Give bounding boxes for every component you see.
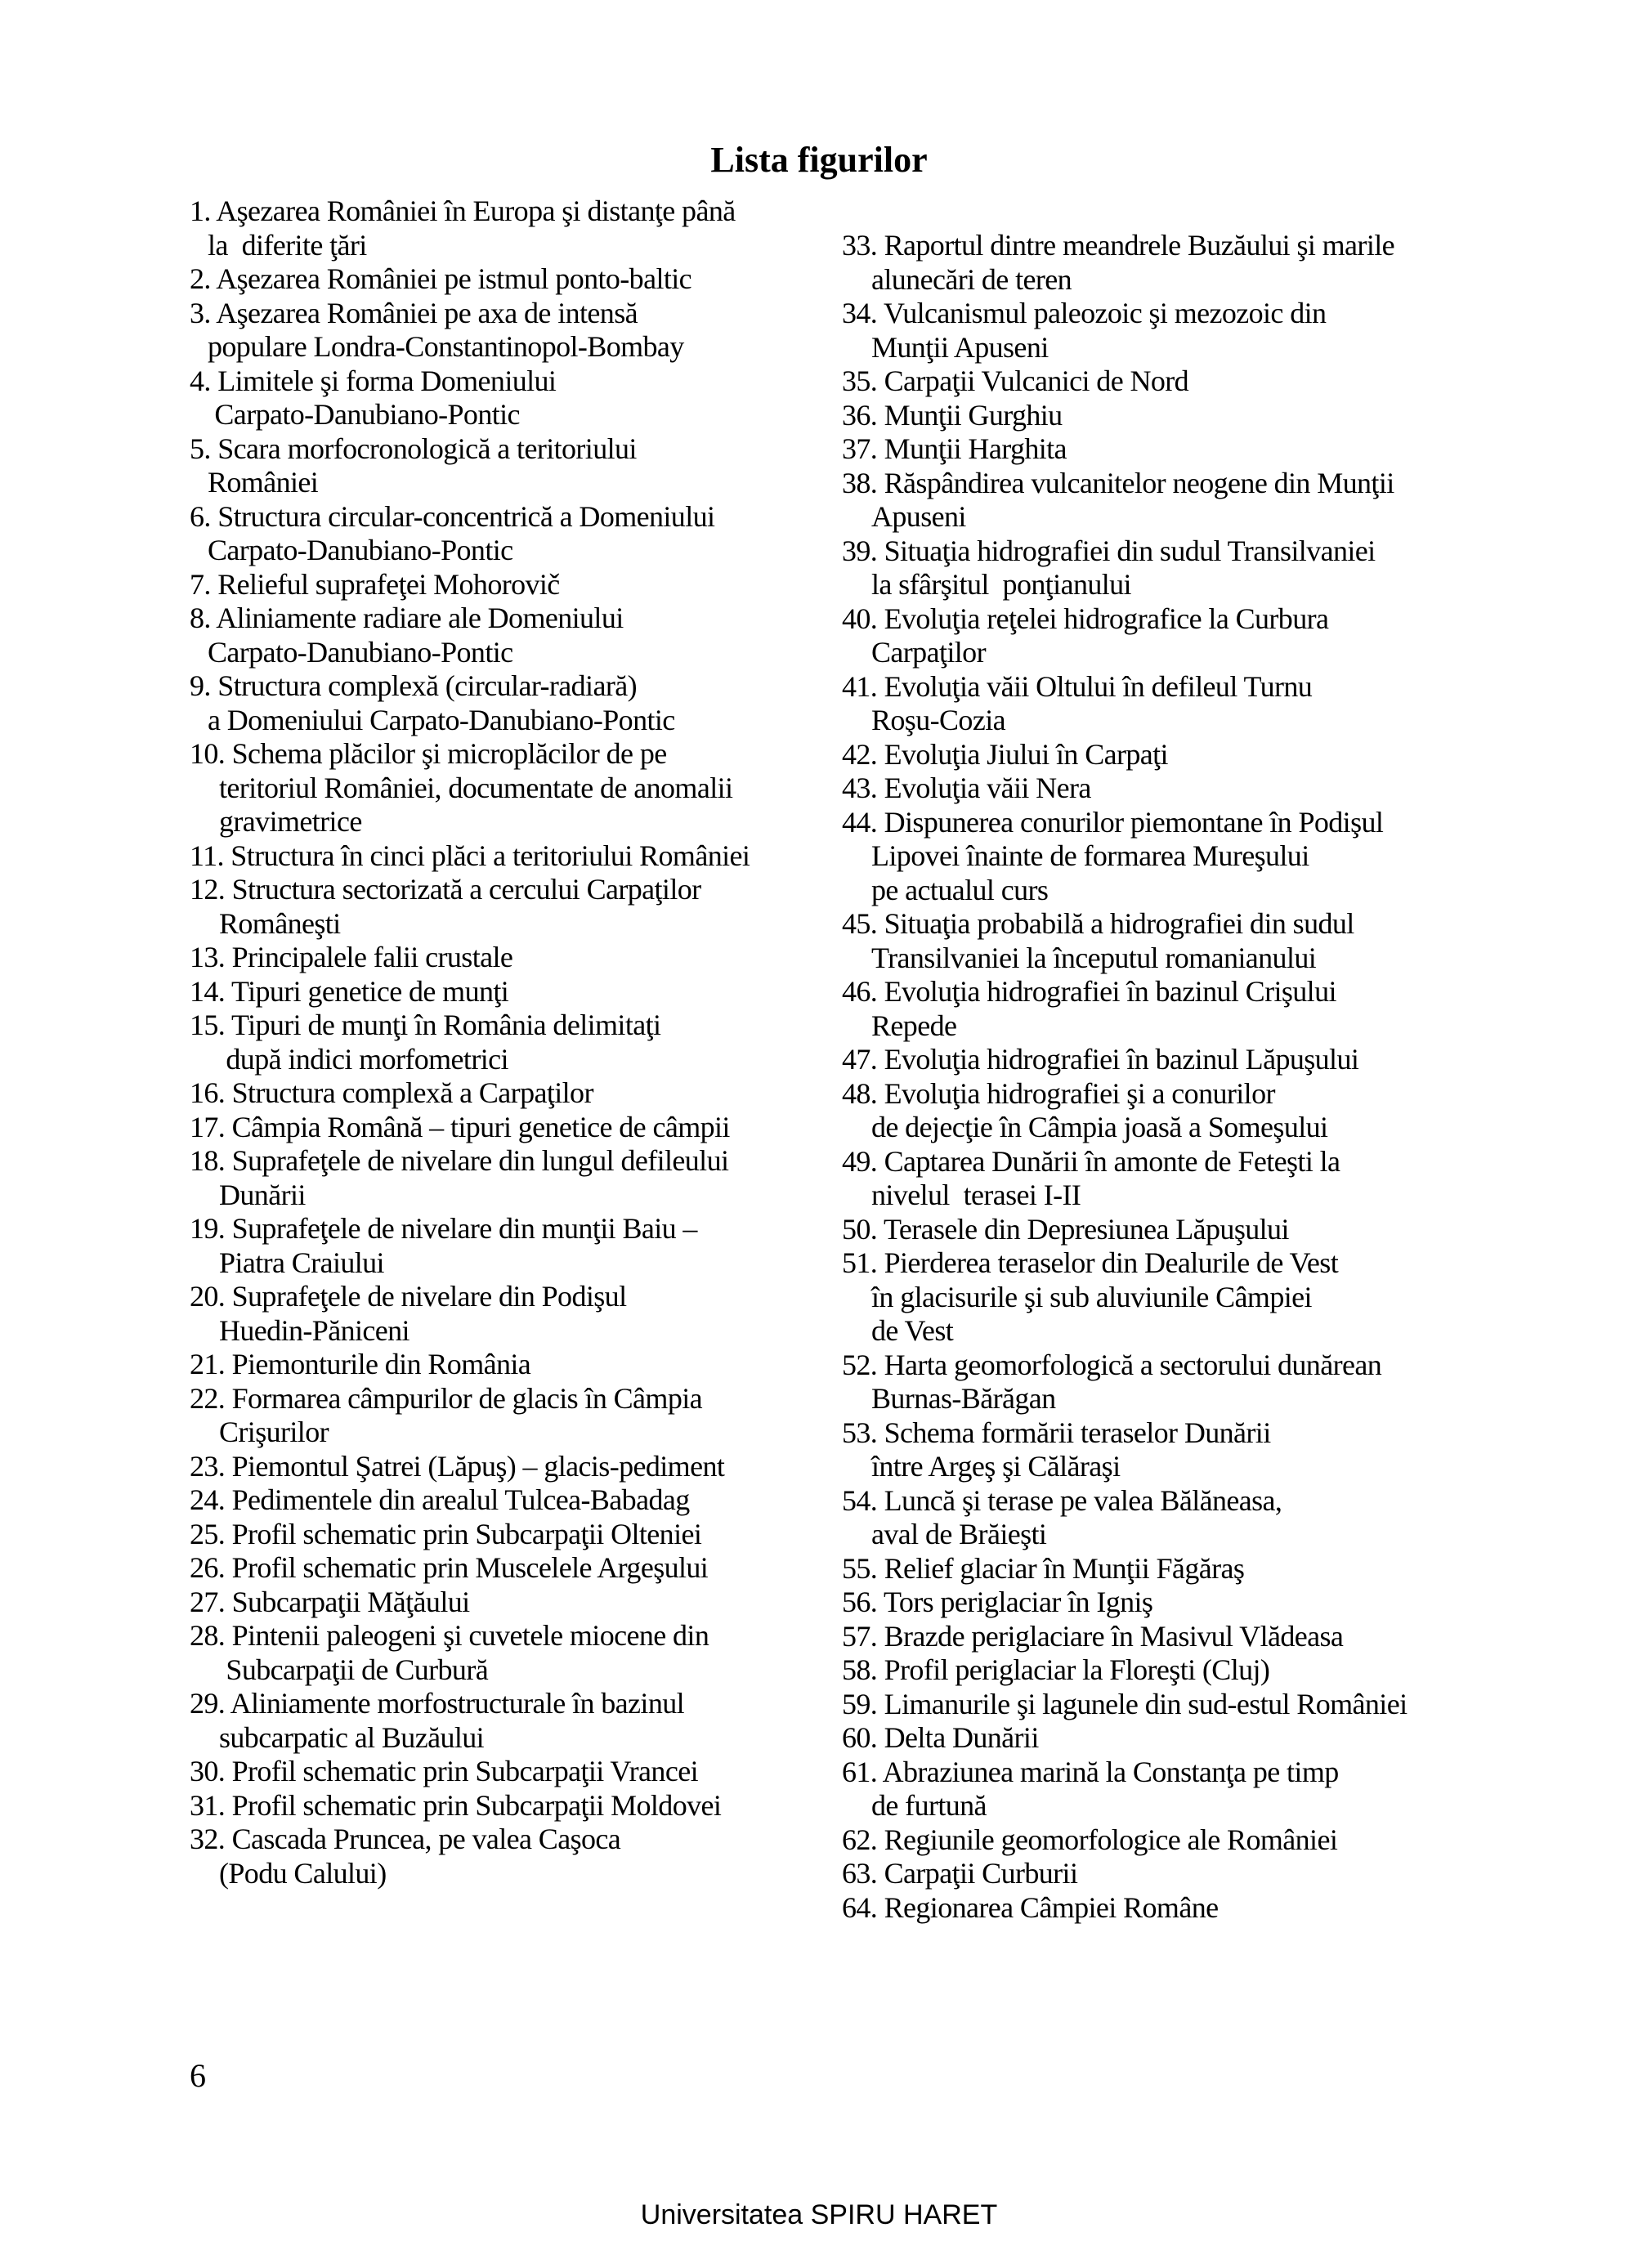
figure-number: 36. [842, 398, 878, 432]
figure-caption: Principalele falii crustale [231, 941, 513, 973]
figure-number: 16. [190, 1076, 226, 1109]
figure-number: 64. [842, 1890, 878, 1924]
figure-number: 22. [190, 1381, 226, 1415]
figure-caption-continuation: Burnas-Bărăgan [871, 1382, 1056, 1415]
figure-caption-continuation: Crişurilor [219, 1416, 329, 1448]
figure-number: 3. [190, 296, 211, 329]
figure-number: 26. [190, 1551, 226, 1584]
figure-caption-continuation: Carpato-Danubiano-Pontic [208, 534, 513, 566]
figure-caption: Aliniamente radiare ale Domeniului [216, 602, 624, 634]
figure-caption-continuation: subcarpatic al Buzăului [219, 1720, 485, 1754]
figure-caption-continuation: aval de Brăieşti [871, 1518, 1047, 1550]
figure-number: 7. [190, 567, 211, 601]
figure-caption-continuation: pe actualul curs [871, 873, 1049, 906]
figure-caption: Terasele din Depresiunea Lăpuşului [883, 1212, 1289, 1246]
figure-list-item [190, 568, 835, 602]
figure-caption: Piemontul Şatrei (Lăpuş) – glacis-pediment [231, 1449, 725, 1483]
figure-number: 20. [190, 1280, 226, 1313]
figure-list-item [190, 1823, 835, 1890]
footer-publisher: Universitatea SPIRU HARET [640, 2199, 998, 2230]
figure-list-item [842, 365, 1463, 399]
figure-caption-continuation: (Podu Calului) [219, 1856, 387, 1890]
figure-caption: Evoluţia hidrografiei în bazinul Crişului [884, 975, 1336, 1008]
figure-caption: Suprafeţele de nivelare din lungul defileului [231, 1144, 729, 1177]
figure-number: 54. [842, 1483, 878, 1517]
figure-number: 11. [190, 839, 224, 872]
figure-caption-continuation: nivelul terasei I-II [871, 1179, 1081, 1211]
figure-list-item [190, 873, 835, 941]
figure-number: 5. [190, 432, 211, 465]
figure-number: 29. [190, 1687, 226, 1720]
figure-caption: Cascada Pruncea, pe valea Caşoca [231, 1823, 621, 1855]
figure-caption: Abraziunea marină la Constanţa pe timp [882, 1755, 1339, 1788]
figure-caption: Schema plăcilor şi microplăcilor de pe [231, 737, 667, 770]
figure-number: 27. [190, 1585, 226, 1618]
figure-caption: Structura sectorizată a cercului Carpaţilor [231, 873, 701, 906]
figure-caption-continuation: Repede [871, 1009, 957, 1042]
figure-number: 2. [190, 262, 211, 295]
figure-number: 56. [842, 1586, 878, 1618]
figure-list-item [190, 839, 835, 874]
figure-list-item [190, 1009, 835, 1076]
figure-list-item [190, 737, 835, 839]
figure-list-item [842, 1688, 1463, 1722]
figure-caption: Aşezarea României pe istmul ponto-baltic [216, 262, 692, 295]
figure-caption: Evoluţia Jiului în Carpaţi [884, 737, 1168, 771]
figure-list-item [842, 1552, 1463, 1586]
figure-number: 9. [190, 669, 211, 702]
figure-list-item [190, 1483, 835, 1518]
figure-number: 45. [842, 907, 878, 940]
figure-caption: Limanurile şi lagunele din sud-estul României [884, 1687, 1408, 1720]
page-title: Lista figurilor [710, 140, 928, 180]
figure-number: 42. [842, 737, 878, 771]
figure-list-item [842, 1246, 1463, 1349]
figure-list-item [842, 399, 1463, 433]
figure-caption: Brazde periglaciare în Masivul Vlădeasa [884, 1619, 1344, 1653]
figure-number: 62. [842, 1823, 878, 1856]
figure-number: 59. [842, 1687, 878, 1720]
figure-number: 63. [842, 1857, 878, 1890]
figure-caption: Câmpia Română – tipuri genetice de câmpii [231, 1110, 730, 1143]
figure-list-item [842, 1077, 1463, 1145]
figure-number: 50. [842, 1212, 878, 1246]
figure-number: 4. [190, 364, 211, 397]
figure-list-item [190, 1280, 835, 1348]
figure-caption: Structura complexă a Carpaţilor [231, 1076, 593, 1109]
figure-caption: Structura complexă (circular-radiară) [217, 669, 637, 702]
figure-list-item [190, 1755, 835, 1789]
figure-caption-continuation: Dunării [219, 1178, 306, 1211]
figure-number: 10. [190, 737, 226, 770]
figure-caption: Limitele şi forma Domeniului [217, 364, 557, 397]
figure-list-item [842, 535, 1463, 602]
figure-caption: Piemonturile din România [231, 1348, 531, 1380]
figure-caption: Evoluţia văii Oltului în defileul Turnu [884, 669, 1313, 703]
figure-number: 21. [190, 1348, 226, 1380]
figure-caption-continuation: Lipovei înainte de formarea Mureşului [871, 839, 1309, 872]
figure-caption-continuation: Piatra Craiului [219, 1246, 384, 1279]
figure-list-item [842, 1620, 1463, 1654]
figure-number: 61. [842, 1755, 878, 1788]
figure-list-item [842, 670, 1463, 738]
figure-list-item [842, 1349, 1463, 1416]
figure-caption: Tipuri de munţi în România delimitaţi [230, 1009, 661, 1041]
figure-number: 25. [190, 1517, 226, 1550]
figure-list-item [190, 1586, 835, 1620]
figure-number: 39. [842, 534, 878, 567]
figure-caption-continuation: Carpato-Danubiano-Pontic [208, 635, 513, 669]
figure-list-item [842, 1586, 1463, 1620]
figure-caption-continuation: alunecări de teren [871, 262, 1072, 296]
figure-list-item [190, 1382, 835, 1450]
figure-caption: Carpaţii Vulcanici de Nord [884, 365, 1189, 397]
figure-caption: Subcarpaţii Măţăului [231, 1585, 470, 1618]
figure-list-item [842, 1145, 1463, 1213]
figure-caption: Profil periglaciar la Floreşti (Cluj) [884, 1653, 1270, 1686]
figure-list-item [190, 1551, 835, 1586]
figure-caption-continuation: populare Londra-Constantinopol-Bombay [208, 330, 684, 363]
figure-caption: Tipuri genetice de munţi [230, 974, 509, 1008]
figure-caption: Schema formării teraselor Dunării [884, 1416, 1271, 1449]
figure-list-item [190, 1144, 835, 1212]
figure-number: 31. [190, 1788, 226, 1822]
figure-number: 12. [190, 873, 226, 906]
figure-caption: Tors periglaciar în Igniş [883, 1586, 1153, 1618]
figure-caption: Profil schematic prin Subcarpaţii Olteniei [231, 1517, 702, 1550]
figure-list-item [190, 1619, 835, 1687]
figure-caption: Suprafeţele de nivelare din munţii Baiu – [231, 1212, 697, 1245]
figure-list-item [190, 941, 835, 975]
figure-number: 52. [842, 1348, 878, 1381]
figure-list-item [842, 229, 1463, 297]
figure-caption: Profil schematic prin Subcarpaţii Moldovei [231, 1788, 722, 1822]
figure-list-item [190, 1348, 835, 1382]
figure-caption: Munţii Harghita [884, 432, 1067, 465]
figure-caption-continuation: în glacisurile şi sub aluviunile Câmpiei [871, 1280, 1312, 1313]
figure-caption-continuation: gravimetrice [219, 805, 362, 838]
figure-caption: Structura în cinci plăci a teritoriului României [230, 839, 750, 872]
figure-list-item [190, 365, 835, 432]
figure-caption-continuation: Carpaţilor [871, 636, 986, 669]
figure-caption-continuation: la sfârşitul ponţianului [871, 568, 1131, 601]
figure-number: 1. [190, 195, 211, 227]
figure-number: 34. [842, 297, 878, 329]
figure-caption: Luncă şi terase pe valea Bălăneasa, [884, 1483, 1282, 1517]
figure-number: 14. [190, 974, 226, 1008]
figure-number: 23. [190, 1449, 226, 1483]
figure-number: 8. [190, 602, 211, 634]
figure-caption-continuation: Transilvaniei la începutul romanianului [871, 941, 1317, 974]
figure-list-item [190, 195, 835, 262]
figure-caption-continuation: Munţii Apuseni [871, 330, 1049, 364]
figure-list-item [842, 432, 1463, 467]
figure-list-item [190, 602, 835, 669]
figure-list-item [842, 602, 1463, 670]
figure-list-item [842, 1756, 1463, 1823]
figure-list-item [842, 1213, 1463, 1247]
figure-number: 41. [842, 669, 878, 703]
figure-caption-continuation: Carpato-Danubiano-Pontic [208, 398, 520, 431]
figure-caption: Evoluţia hidrografiei şi a conurilor [884, 1076, 1275, 1110]
figure-list-item [842, 975, 1463, 1043]
figure-number: 6. [190, 499, 211, 533]
figure-caption-continuation: Româneşti [219, 906, 341, 940]
figure-list-item [842, 1653, 1463, 1688]
figure-number: 43. [842, 772, 878, 804]
figure-caption: Situaţia hidrografiei din sudul Transilvaniei [884, 534, 1376, 567]
figure-caption: Munţii Gurghiu [884, 398, 1063, 432]
figure-caption: Pierderea teraselor din Dealurile de Vest [884, 1246, 1339, 1279]
figure-list-item [842, 1823, 1463, 1858]
figure-caption: Profil schematic prin Subcarpaţii Vrancei [231, 1755, 698, 1787]
figure-caption: Evoluţia reţelei hidrografice la Curbura [884, 602, 1329, 635]
figure-caption-continuation: de Vest [871, 1314, 954, 1347]
figure-list-item [842, 1891, 1463, 1926]
figure-caption: Captarea Dunării în amonte de Feteşti la [884, 1144, 1340, 1178]
figure-list-item [842, 1721, 1463, 1756]
figure-caption: Situaţia probabilă a hidrografiei din sudul [884, 907, 1354, 940]
figure-list-left-column [190, 195, 835, 1890]
figure-number: 48. [842, 1076, 878, 1110]
figure-caption: Evoluţia hidrografiei în bazinul Lăpuşului [884, 1043, 1359, 1076]
figure-caption-continuation: Subcarpaţii de Curbură [219, 1653, 489, 1686]
figure-list-item [842, 1857, 1463, 1891]
figure-number: 18. [190, 1144, 226, 1177]
figure-number: 49. [842, 1144, 878, 1178]
figure-list-right-column [842, 229, 1463, 1925]
figure-list-item [842, 1416, 1463, 1484]
figure-caption: Evoluţia văii Nera [884, 772, 1091, 804]
figure-list-item [842, 297, 1463, 365]
figure-caption-continuation: de dejecţie în Câmpia joasă a Someşului [871, 1111, 1328, 1143]
figure-caption: Carpaţii Curburii [884, 1857, 1078, 1890]
figure-caption-continuation: de furtună [871, 1789, 987, 1822]
figure-list-item [842, 772, 1463, 806]
figure-number: 40. [842, 602, 878, 635]
figure-number: 58. [842, 1653, 878, 1686]
figure-list-item [842, 907, 1463, 975]
figure-number: 55. [842, 1551, 878, 1585]
figure-caption: Profil schematic prin Muscelele Argeşului [231, 1551, 709, 1584]
figure-caption: Harta geomorfologică a sectorului dunărean [884, 1348, 1382, 1381]
figure-list-item [190, 1111, 835, 1145]
figure-list-item [842, 1484, 1463, 1552]
figure-caption-continuation: teritoriul României, documentate de anomalii [219, 771, 733, 804]
figure-list-item [190, 500, 835, 568]
figure-list-item [842, 1043, 1463, 1077]
figure-caption: Regiunile geomorfologice ale României [884, 1823, 1338, 1856]
figure-caption: Pintenii paleogeni şi cuvetele miocene din [231, 1619, 709, 1652]
figure-list-item [842, 467, 1463, 535]
figure-list-item [842, 806, 1463, 908]
figure-caption-continuation: între Argeş şi Călăraşi [871, 1450, 1121, 1483]
figure-caption-continuation: la diferite ţări [208, 228, 367, 262]
figure-list-item [190, 975, 835, 1009]
figure-list-item [842, 738, 1463, 772]
figure-number: 37. [842, 432, 878, 465]
page-number: 6 [190, 2057, 206, 2094]
figure-number: 35. [842, 365, 878, 397]
figure-number: 33. [842, 229, 878, 262]
figure-number: 28. [190, 1619, 226, 1652]
figure-list-item [190, 262, 835, 297]
figure-caption: Regionarea Câmpiei Române [884, 1890, 1219, 1924]
figure-list-item [190, 1687, 835, 1755]
figure-list-item [190, 1518, 835, 1552]
figure-caption-continuation: Roşu-Cozia [871, 704, 1005, 736]
figure-caption: Aşezarea României în Europa şi distanţe până [216, 195, 736, 227]
figure-caption: Vulcanismul paleozoic şi mezozoic din [883, 297, 1327, 329]
figure-caption: Răspândirea vulcanitelor neogene din Munţii [884, 466, 1394, 499]
figure-caption-continuation: Apuseni [871, 500, 966, 533]
figure-number: 51. [842, 1246, 878, 1279]
figure-number: 60. [842, 1721, 878, 1754]
figure-number: 32. [190, 1823, 226, 1855]
figure-caption-continuation: a Domeniului Carpato-Danubiano-Pontic [208, 703, 675, 736]
figure-number: 30. [190, 1755, 226, 1787]
figure-caption: Aliniamente morfostructurale în bazinul [230, 1687, 685, 1720]
figure-caption-continuation: României [208, 466, 319, 499]
figure-list-item [190, 297, 835, 365]
figure-caption: Aşezarea României pe axa de intensă [216, 296, 638, 329]
figure-number: 47. [842, 1043, 878, 1076]
figure-caption: Structura circular-concentrică a Domeniului [217, 499, 715, 533]
figure-number: 24. [190, 1483, 226, 1516]
figure-caption: Formarea câmpurilor de glacis în Câmpia [231, 1381, 703, 1415]
figure-number: 57. [842, 1619, 878, 1653]
figure-number: 17. [190, 1110, 226, 1143]
figure-number: 46. [842, 975, 878, 1008]
figure-number: 13. [190, 941, 226, 973]
figure-caption-continuation: după indici morfometrici [219, 1042, 508, 1076]
figure-caption: Suprafeţele de nivelare din Podişul [231, 1280, 627, 1313]
figure-caption: Delta Dunării [884, 1721, 1039, 1754]
figure-number: 44. [842, 805, 878, 839]
figure-caption: Dispunerea conurilor piemontane în Podişul [884, 805, 1384, 839]
figure-caption: Pedimentele din arealul Tulcea-Babadag [231, 1483, 690, 1516]
figure-caption: Raportul dintre meandrele Buzăului şi marile [884, 229, 1395, 262]
figure-list-item [190, 432, 835, 500]
figure-list-item [190, 1212, 835, 1280]
figure-number: 38. [842, 466, 878, 499]
figure-number: 15. [190, 1009, 226, 1041]
figure-caption-continuation: Huedin-Păniceni [219, 1313, 410, 1347]
figure-caption: Relief glaciar în Munţii Făgăraş [884, 1551, 1245, 1585]
figure-caption: Relieful suprafeţei Mohorovič [217, 567, 560, 601]
figure-number: 53. [842, 1416, 878, 1449]
figure-number: 19. [190, 1212, 226, 1245]
figure-list-item [190, 1789, 835, 1823]
figure-list-item [190, 1450, 835, 1484]
figure-list-item [190, 669, 835, 737]
figure-caption: Scara morfocronologică a teritoriului [217, 432, 637, 465]
figure-list-item [190, 1076, 835, 1111]
